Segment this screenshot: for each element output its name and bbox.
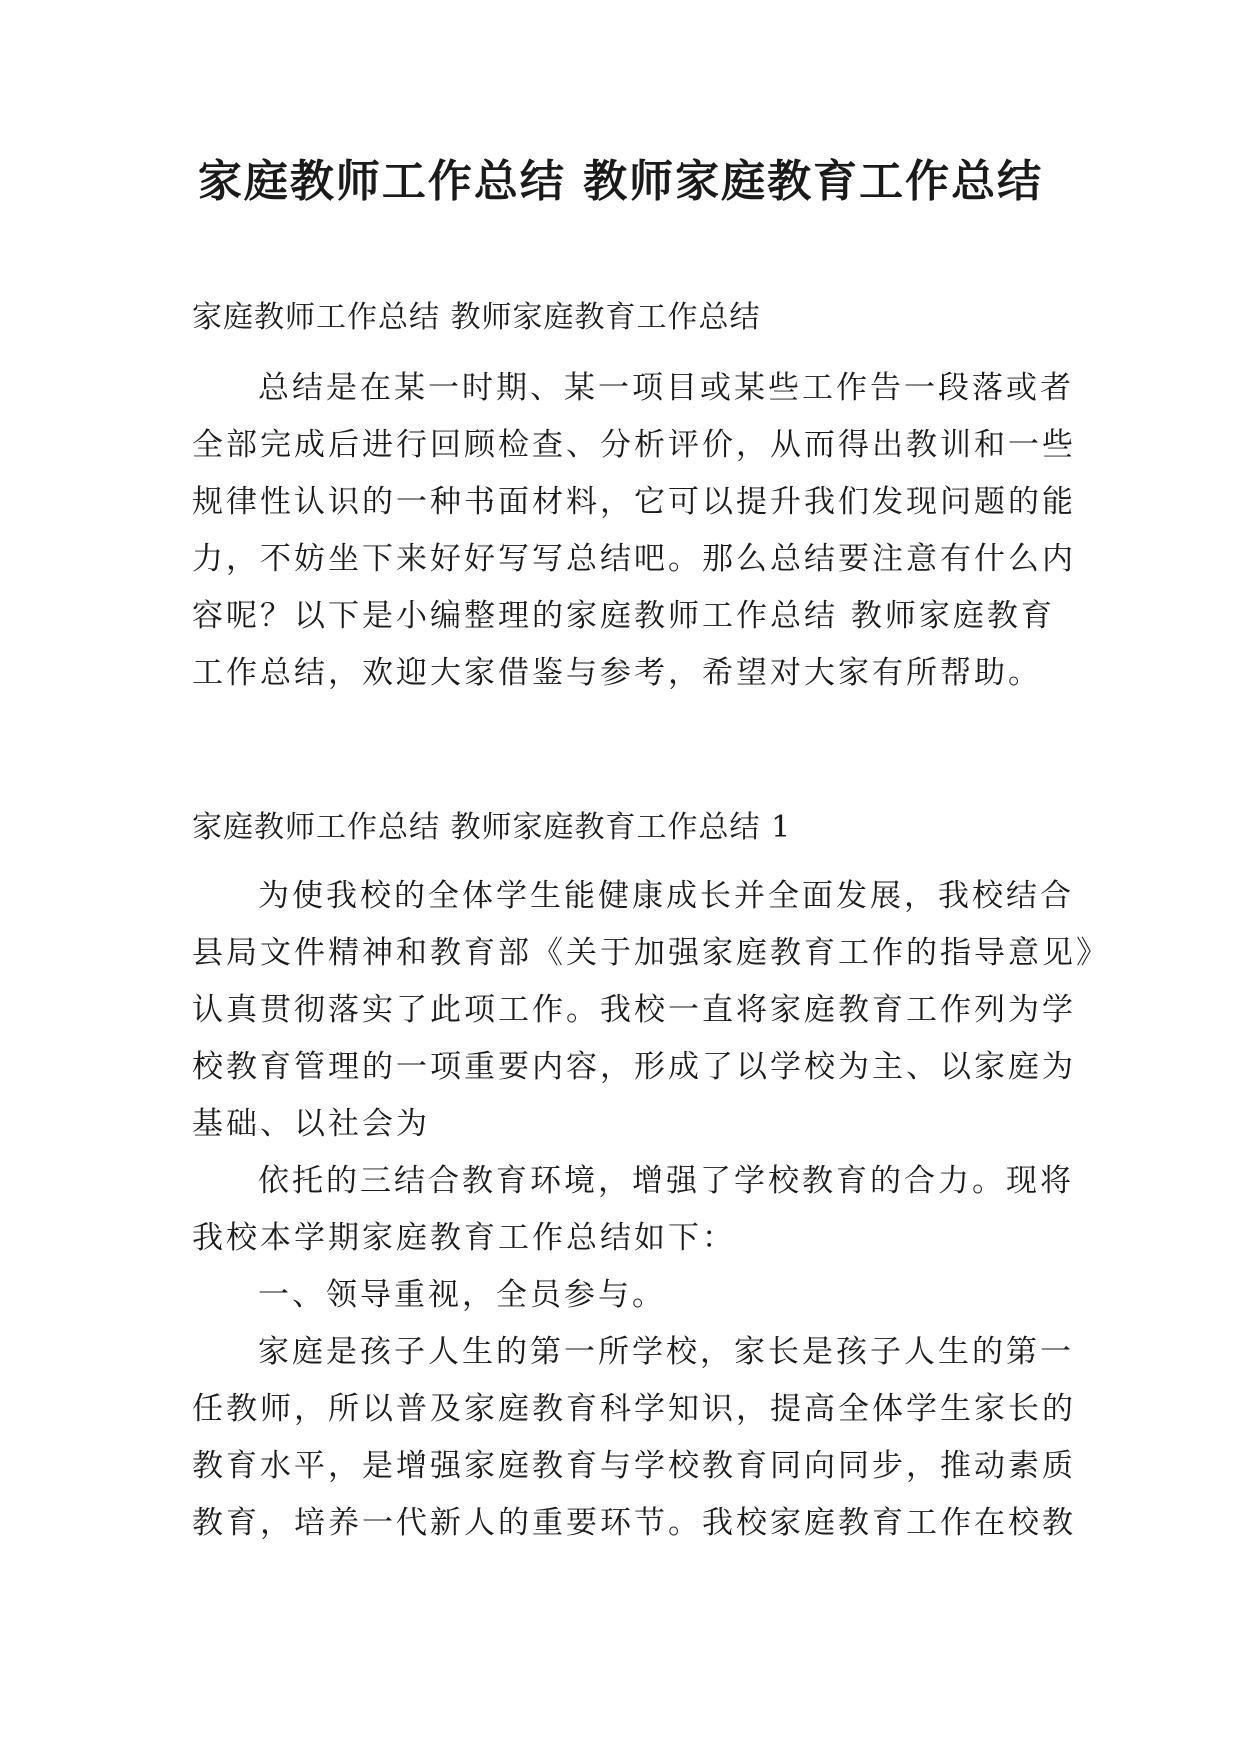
intro-paragraph	[192, 360, 1076, 702]
paragraph-line: 容呢？以下是小编整理的家庭教师工作总结 教师家庭教育	[192, 598, 1055, 634]
paragraph-line: 依托的三结合教育环境，增强了学校教育的合力。现将	[258, 1163, 1074, 1199]
paragraph-line: 校教育管理的一项重要内容，形成了以学校为主、以家庭为	[192, 1049, 1076, 1085]
paragraph-line: 任教师，所以普及家庭教育科学知识，提高全体学生家长的	[192, 1391, 1076, 1427]
paragraph-line: 家庭是孩子人生的第一所学校，家长是孩子人生的第一	[258, 1334, 1074, 1370]
paragraph-line: 认真贯彻落实了此项工作。我校一直将家庭教育工作列为学	[192, 992, 1076, 1028]
section-heading: 家庭教师工作总结 教师家庭教育工作总结 1	[192, 810, 792, 845]
paragraph-line: 教育水平，是增强家庭教育与学校教育同向同步，推动素质	[192, 1448, 1076, 1484]
paragraph-line: 为使我校的全体学生能健康成长并全面发展，我校结合	[258, 878, 1074, 914]
paragraph-line: 总结是在某一时期、某一项目或某些工作告一段落或者	[258, 370, 1074, 406]
document-title: 家庭教师工作总结 教师家庭教育工作总结	[197, 156, 1044, 207]
section-body	[192, 868, 1110, 1552]
paragraph-line: 县局文件精神和教育部《关于加强家庭教育工作的指导意见》	[192, 935, 1110, 971]
paragraph-line: 工作总结，欢迎大家借鉴与参考，希望对大家有所帮助。	[192, 655, 1042, 691]
paragraph-line: 力，不妨坐下来好好写写总结吧。那么总结要注意有什么内	[192, 541, 1076, 577]
paragraph-line: 全部完成后进行回顾检查、分析评价，从而得出教训和一些	[192, 427, 1076, 463]
document-subtitle: 家庭教师工作总结 教师家庭教育工作总结	[192, 300, 761, 335]
paragraph-line: 教育，培养一代新人的重要环节。我校家庭教育工作在校教	[192, 1505, 1076, 1541]
paragraph-line: 我校本学期家庭教育工作总结如下：	[192, 1220, 736, 1256]
section-subheading: 一、领导重视，全员参与。	[258, 1277, 666, 1313]
paragraph-line: 基础、以社会为	[192, 1106, 430, 1142]
paragraph-line: 规律性认识的一种书面材料，它可以提升我们发现问题的能	[192, 484, 1076, 520]
